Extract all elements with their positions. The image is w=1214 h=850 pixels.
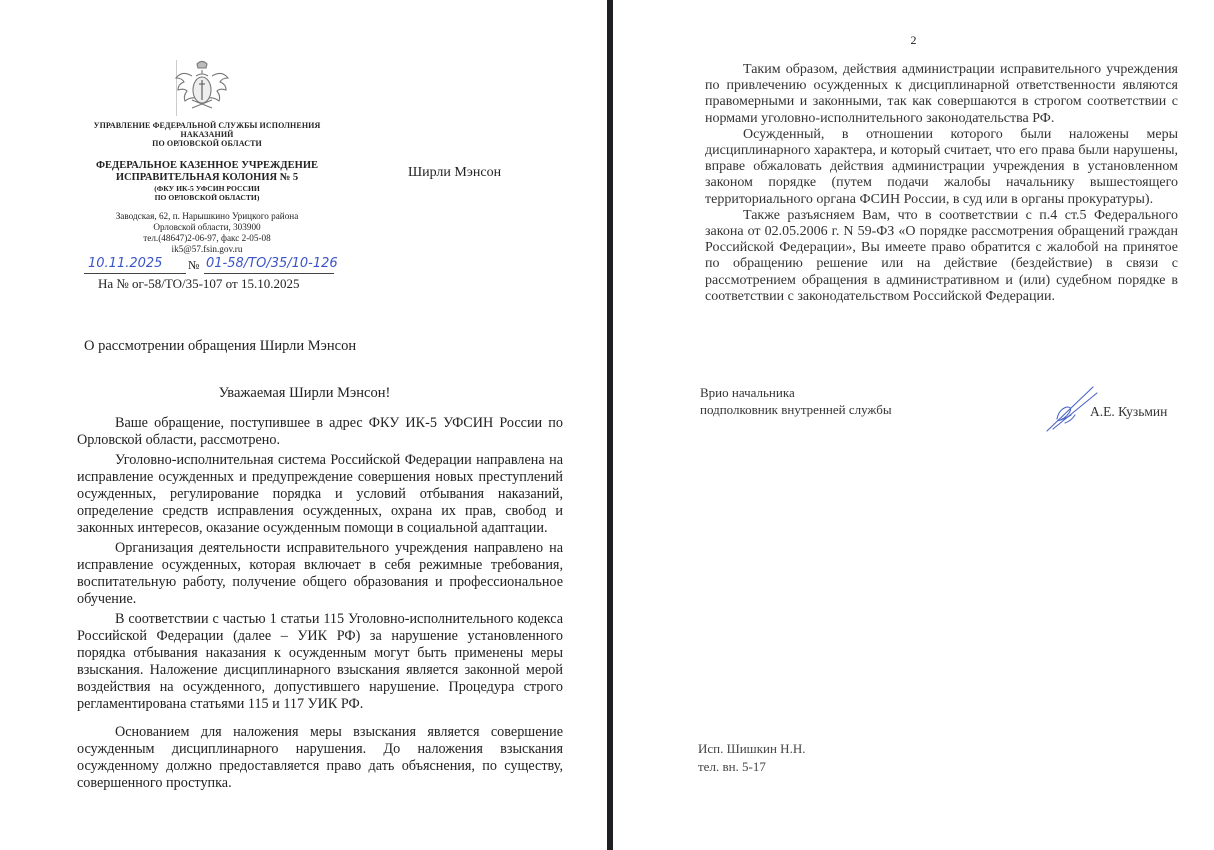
paragraph: Также разъясняем Вам, что в соответствии с п.4 ст.5 Федерального закона от 02.05.2006 г. N 59-ФЗ «О порядке рассмотрения обращений граждан Российской Федерации», Вы имеете право обратится с жалобой на принятое по обращению решение или на действие (бездействие) в связи с рассмотрением обращения в административном и (или) судебном порядке в соответствии с законодательством Российской Федерации. [705, 207, 1178, 304]
org-line: ПО ОРЛОВСКОЙ ОБЛАСТИ [152, 138, 262, 148]
institution-address [82, 211, 332, 255]
paragraph: Организация деятельности исправительного учреждения направлено на исправление осужденных, которая включает в себя режимные требования, воспитательную работу, получение общего образования и профессиональное обучение. [77, 540, 563, 607]
letter-page-2 [613, 0, 1214, 850]
address-line: Заводская, 62, п. Нарышкино Урицкого района [115, 211, 299, 221]
registration-line [84, 255, 338, 275]
institution-short-line: (ФКУ ИК-5 УФСИН РОССИИ [154, 184, 260, 193]
phone-fax-line: тел.(48647)2-06-97, факс 2-05-08 [143, 233, 271, 244]
letter-body [77, 415, 563, 792]
issuing-authority [82, 122, 332, 149]
executor-info [698, 740, 805, 776]
letter-subject: О рассмотрении обращения Ширли Мэнсон [84, 338, 357, 354]
rank-line: подполковник внутренней службы [700, 402, 892, 417]
paragraph: Основанием для наложения меры взыскания является совершение осужденным дисциплинарного нарушения. До наложения взыскания осужденному должно предоставляется право дать объяснения, по существу, совершенного проступка. [77, 724, 563, 791]
signatory-position [700, 384, 892, 418]
executor-phone: тел. вн. 5-17 [698, 759, 766, 774]
registration-date: 10.11.2025 [84, 255, 186, 274]
executor-name: Исп. Шишкин Н.Н. [698, 741, 806, 756]
institution-short-line: ПО ОРЛОВСКОЙ ОБЛАСТИ) [154, 192, 260, 202]
org-line: НАКАЗАНИЙ [180, 129, 234, 139]
paragraph: Уголовно-исполнительная система Российской Федерации направлена на исправление осужденных и предупреждение совершения новых преступлений осужденных, регулирование порядка и условий отбывания наказаний, определение средств исправления осужденных, охрана их прав, свобод и законных интересов, оказание осужденным помощи в социальной адаптации. [77, 452, 563, 536]
org-line: УПРАВЛЕНИЕ ФЕДЕРАЛЬНОЙ СЛУЖБЫ ИСПОЛНЕНИЯ [93, 121, 321, 130]
email-line: ik5@57.fsin.gov.ru [171, 244, 243, 255]
fsin-emblem-icon [170, 56, 234, 120]
letter-body-continued [705, 62, 1178, 305]
registration-number: 01-58/ТО/35/10-126 [204, 255, 334, 274]
paragraph: Ваше обращение, поступившее в адрес ФКУ ИК-5 УФСИН России по Орловской области, рассмотрено. [77, 415, 563, 448]
institution-short-name [82, 185, 332, 202]
institution-line: ИСПРАВИТЕЛЬНАЯ КОЛОНИЯ № 5 [115, 171, 299, 183]
address-line: Орловской области, 303900 [153, 222, 261, 233]
position-line: Врио начальника [700, 385, 795, 400]
institution-line: ФЕДЕРАЛЬНОЕ КАЗЕННОЕ УЧРЕЖДЕНИЕ [95, 160, 319, 171]
addressee: Ширли Мэнсон [408, 165, 502, 180]
greeting: Уважаемая Ширли Мэнсон! [218, 385, 391, 401]
number-sign: № [188, 258, 200, 272]
paragraph: Таким образом, действия администрации исправительного учреждения по привлечению осужденных к дисциплинарной ответственности являются правомерными и законными, так как совершаются в строгом соответствии с нормами уголовно-исполнительного законодательства РФ. [705, 62, 1178, 126]
page-number: 2 [910, 33, 917, 47]
signatory-name: А.Е. Кузьмин [1090, 404, 1168, 419]
paragraph: Осужденный, в отношении которого были наложены меры дисциплинарного характера, и который считает, что его права были нарушены, вправе обжаловать действия администрации учреждения в установленном законом порядке (путем подачи жалобы начальнику вышестоящего территориального органа ФСИН России, в суд или в органы прокуратуры). [705, 126, 1178, 207]
reference-number: На № ог-58/ТО/35-107 от 15.10.2025 [98, 276, 300, 291]
institution-name [82, 160, 332, 184]
paragraph: В соответствии с частью 1 статьи 115 Уголовно-исполнительного кодекса Российской Федерации (далее – УИК РФ) за нарушение установленного порядка отбывания наказания к осужденным могут быть применены меры взыскания. Наложение дисциплинарного взыскания является законной мерой воздействия на осужденного, допустившего нарушение. Процедура строго регламентирована статьями 115 и 117 УИК РФ. [77, 611, 563, 712]
